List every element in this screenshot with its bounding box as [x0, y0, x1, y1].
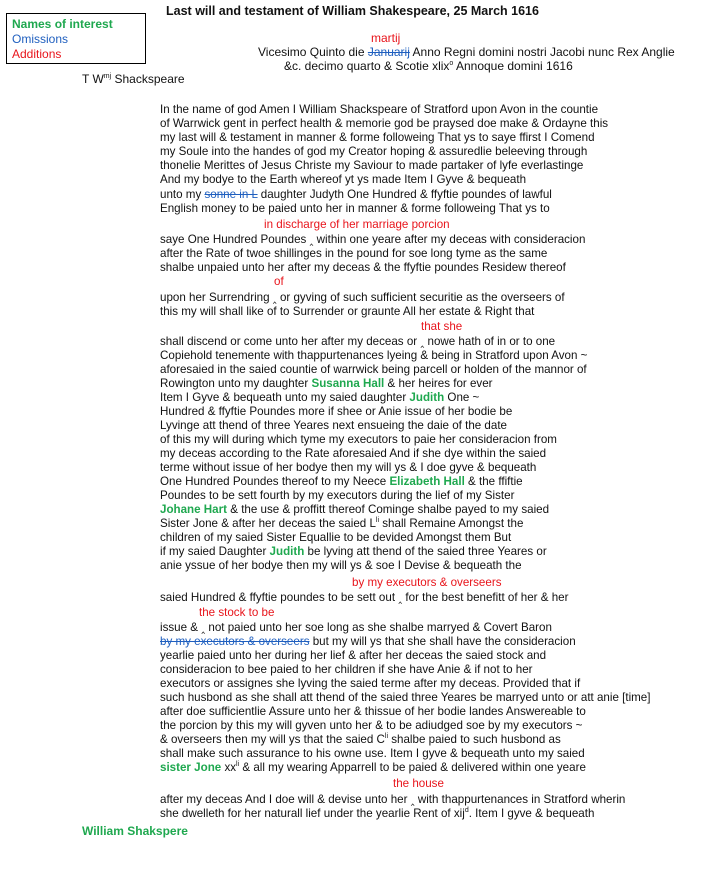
body-line-44 [160, 807, 594, 821]
body-line-44-start: she dwelleth for her naturall lief under the yearlie Rent of xij [160, 807, 465, 820]
body-line-18 [160, 391, 479, 405]
body-line-16: aforesaied in the saied countie of warrwick being parcell or holden of the mannor of [160, 363, 587, 376]
header-line-1-start: Vicesimo Quinto die [258, 45, 368, 59]
body-line-21: of this my will during which tyme my executors to paie her consideracion from [160, 433, 557, 446]
body-line-10: after the Rate of twoe shillinges in the pound for soe long tyme as the same [160, 247, 548, 260]
name-judith: Judith [409, 391, 445, 404]
body-line-39: the porcion by this my will gyven unto her & to be adiudged soe by my executors ~ [160, 719, 583, 732]
body-line-31: saied Hundred & ffyftie poundes to be sett out ‸ for the best benefitt of her & her [160, 591, 569, 604]
body-line-27-sup: li [375, 517, 380, 525]
body-line-24-end: & the ffiftie [464, 475, 523, 488]
body-line-40 [160, 733, 561, 747]
body-line-37: such husbond as she shall att thend of the saied three Yeares be marryed unto or att anie [time] [160, 691, 651, 704]
body-line-13: this my will shall like of to Surrender or graunte All her estate & Right that [160, 305, 535, 318]
body-line-35: consideracion to bee paied to her children if she have Anie & if not to her [160, 663, 533, 676]
body-line-24 [160, 475, 523, 489]
body-line-17 [160, 377, 493, 391]
name-johane-hart: Johane Hart [160, 503, 228, 516]
tw-shackspeare-line [82, 72, 185, 86]
body-line-30: anie yssue of her bodye then my will ys & soe I Devise & bequeath the [160, 559, 522, 572]
insertion-the-house: the house [393, 777, 444, 790]
body-line-42-end: & all my wearing Apparrell to be paied & delivered within one yeare [239, 761, 586, 774]
body-line-26 [160, 503, 549, 517]
body-line-07 [160, 188, 552, 202]
body-line-20: Lyvinge att thend of three Yeares next ensueing the daie of the date [160, 419, 508, 432]
tw-start: T W [82, 72, 104, 86]
insertion-stock-to-be: the stock to be [199, 606, 275, 619]
body-line-15: Copiehold tenemente with thappurtenances lyeing & being in Stratford upon Avon ~ [160, 349, 588, 362]
insertion-martij: martij [371, 31, 401, 45]
body-line-29-start: if my saied Daughter [160, 545, 270, 558]
omission-sonne-in-l: sonne in L [204, 188, 258, 201]
body-line-17-start: Rowington unto my daughter [160, 377, 312, 390]
name-judith-2: Judith [269, 545, 305, 558]
body-line-24-start: One Hundred Poundes thereof to my Neece [160, 475, 390, 488]
header-line-2-end: Annoque domini 1616 [453, 59, 573, 73]
body-line-27 [160, 517, 523, 531]
body-line-18-start: Item I Gyve & bequeath unto my saied daughter [160, 391, 410, 404]
name-sister-jone: sister Jone [160, 761, 222, 774]
body-line-36: executors or assignes she lyving the saied terme after my deceas. Provided that if [160, 677, 581, 690]
legend-names-of-interest: Names of interest [12, 17, 113, 31]
body-line-25: Poundes to be sett fourth by my executors during the lief of my Sister [160, 489, 515, 502]
document-title: Last will and testament of William Shakespeare, 25 March 1616 [166, 4, 539, 18]
body-line-27-start: Sister Jone & after her deceas the saied L [160, 517, 376, 530]
body-line-42-mid: xx [221, 761, 237, 774]
body-line-02: of Warrwick gent in perfect health & memorie god be praysed doe make & Ordayne this [160, 117, 609, 130]
legend-box [6, 13, 146, 64]
body-line-29-end: be lyving att thend of the saied three Yeares or [304, 545, 547, 558]
legend-omissions: Omissions [12, 32, 69, 46]
body-line-40-end: shalbe paied to such husbond as [388, 733, 561, 746]
body-line-41: shall make such assurance to his owne use. Item I gyve & bequeath unto my saied [160, 747, 585, 760]
body-line-33 [160, 635, 576, 649]
header-line-1 [258, 45, 675, 59]
body-line-14: shall discend or come unto her after my deceas or ‸ nowe hath of in or to one [160, 335, 556, 348]
header-line-2-start: &c. decimo quarto & Scotie xlix [284, 59, 450, 73]
body-line-23: terme without issue of her bodye then my will ys & I doe gyve & bequeath [160, 461, 537, 474]
tw-sup: mj [103, 73, 112, 80]
body-line-44-end: . Item I gyve & bequeath [468, 807, 595, 820]
omission-januarij: Januarij [367, 45, 410, 59]
body-line-12: upon her Surrendring ‸ or gyving of such sufficient securitie as the overseers of [160, 291, 565, 304]
header-line-1-end: Anno Regni domini nostri Jacobi nunc Rex Anglie [409, 45, 675, 59]
body-line-43: after my deceas And I doe will & devise unto her ‸ with thappurtenances in Stratford wherin [160, 793, 626, 806]
body-line-09: saye One Hundred Poundes ‸ within one yeare after my deceas with consideracion [160, 233, 586, 246]
tw-end: Shackspeare [111, 72, 185, 86]
body-line-34: yearlie paied unto her during her lief & after her deceas the saied stock and [160, 649, 547, 662]
body-line-08: English money to be paied unto her in manner & forme followeing That ys to [160, 202, 550, 215]
body-line-01: In the name of god Amen I William Shackspeare of Stratford upon Avon in the countie [160, 103, 599, 116]
legend-additions: Additions [12, 47, 62, 61]
body-line-29 [160, 545, 547, 559]
body-line-26-end: & the use & proffitt thereof Cominge shalbe payed to my saied [227, 503, 550, 516]
insertion-of: of [274, 275, 284, 288]
body-line-05: thonelie Merittes of Jesus Christe my Saviour to made partaker of lyfe everlastinge [160, 159, 584, 172]
body-line-38: after doe sufficientlie Assure unto her & thissue of her bodie landes Answereable to [160, 705, 586, 718]
signature-william-shakspere: William Shakspere [82, 824, 188, 838]
body-line-07-start: unto my [160, 188, 205, 201]
body-line-22: my deceas according to the Rate aforesaied And if she dye within the saied [160, 447, 547, 460]
body-line-17-end: & her heires for ever [384, 377, 493, 390]
body-line-28: children of my saied Sister Equallie to be devided Amongst them But [160, 531, 512, 544]
body-line-03: my last will & testament in manner & forme followeing That ys to saye ffirst I Comend [160, 131, 595, 144]
omission-executors-overseers: by my executors & overseers [160, 635, 310, 648]
name-elizabeth-hall: Elizabeth Hall [389, 475, 465, 488]
header-line-2 [284, 59, 573, 73]
body-line-42 [160, 761, 586, 775]
body-line-06: And my bodye to the Earth whereof yt ys made Item I Gyve & bequeath [160, 173, 527, 186]
insertion-marriage-porcion: in discharge of her marriage porcion [264, 218, 450, 231]
header-line-2-sup: o [449, 60, 454, 67]
body-line-33-end: but my will ys that she shall have the consideracion [309, 635, 576, 648]
body-line-11: shalbe unpaied unto her after my deceas & the ffyftie poundes Residew thereof [160, 261, 566, 274]
body-line-40-start: & overseers then my will ys that the saied C [160, 733, 385, 746]
insertion-that-she: that she [421, 320, 463, 333]
body-line-07-end: daughter Judyth One Hundred & ffyftie poundes of lawful [257, 188, 552, 201]
body-line-18-end: One ~ [444, 391, 480, 404]
body-line-42-sup: li [236, 761, 240, 769]
body-line-27-end: shall Remaine Amongst the [379, 517, 524, 530]
insertion-by-executors: by my executors & overseers [352, 576, 502, 589]
body-line-32: issue & ‸ not paied unto her soe long as she shalbe marryed & Covert Baron [160, 621, 552, 634]
body-line-40-sup: li [384, 733, 389, 741]
body-line-04: my Soule into the handes of god my Creator hoping & assuredlie beleeving through [160, 145, 588, 158]
body-line-44-sup: d [464, 807, 469, 815]
body-line-19: Hundred & ffyftie Poundes more if shee or Anie issue of her bodie be [160, 405, 513, 418]
name-susanna-hall: Susanna Hall [311, 377, 385, 390]
